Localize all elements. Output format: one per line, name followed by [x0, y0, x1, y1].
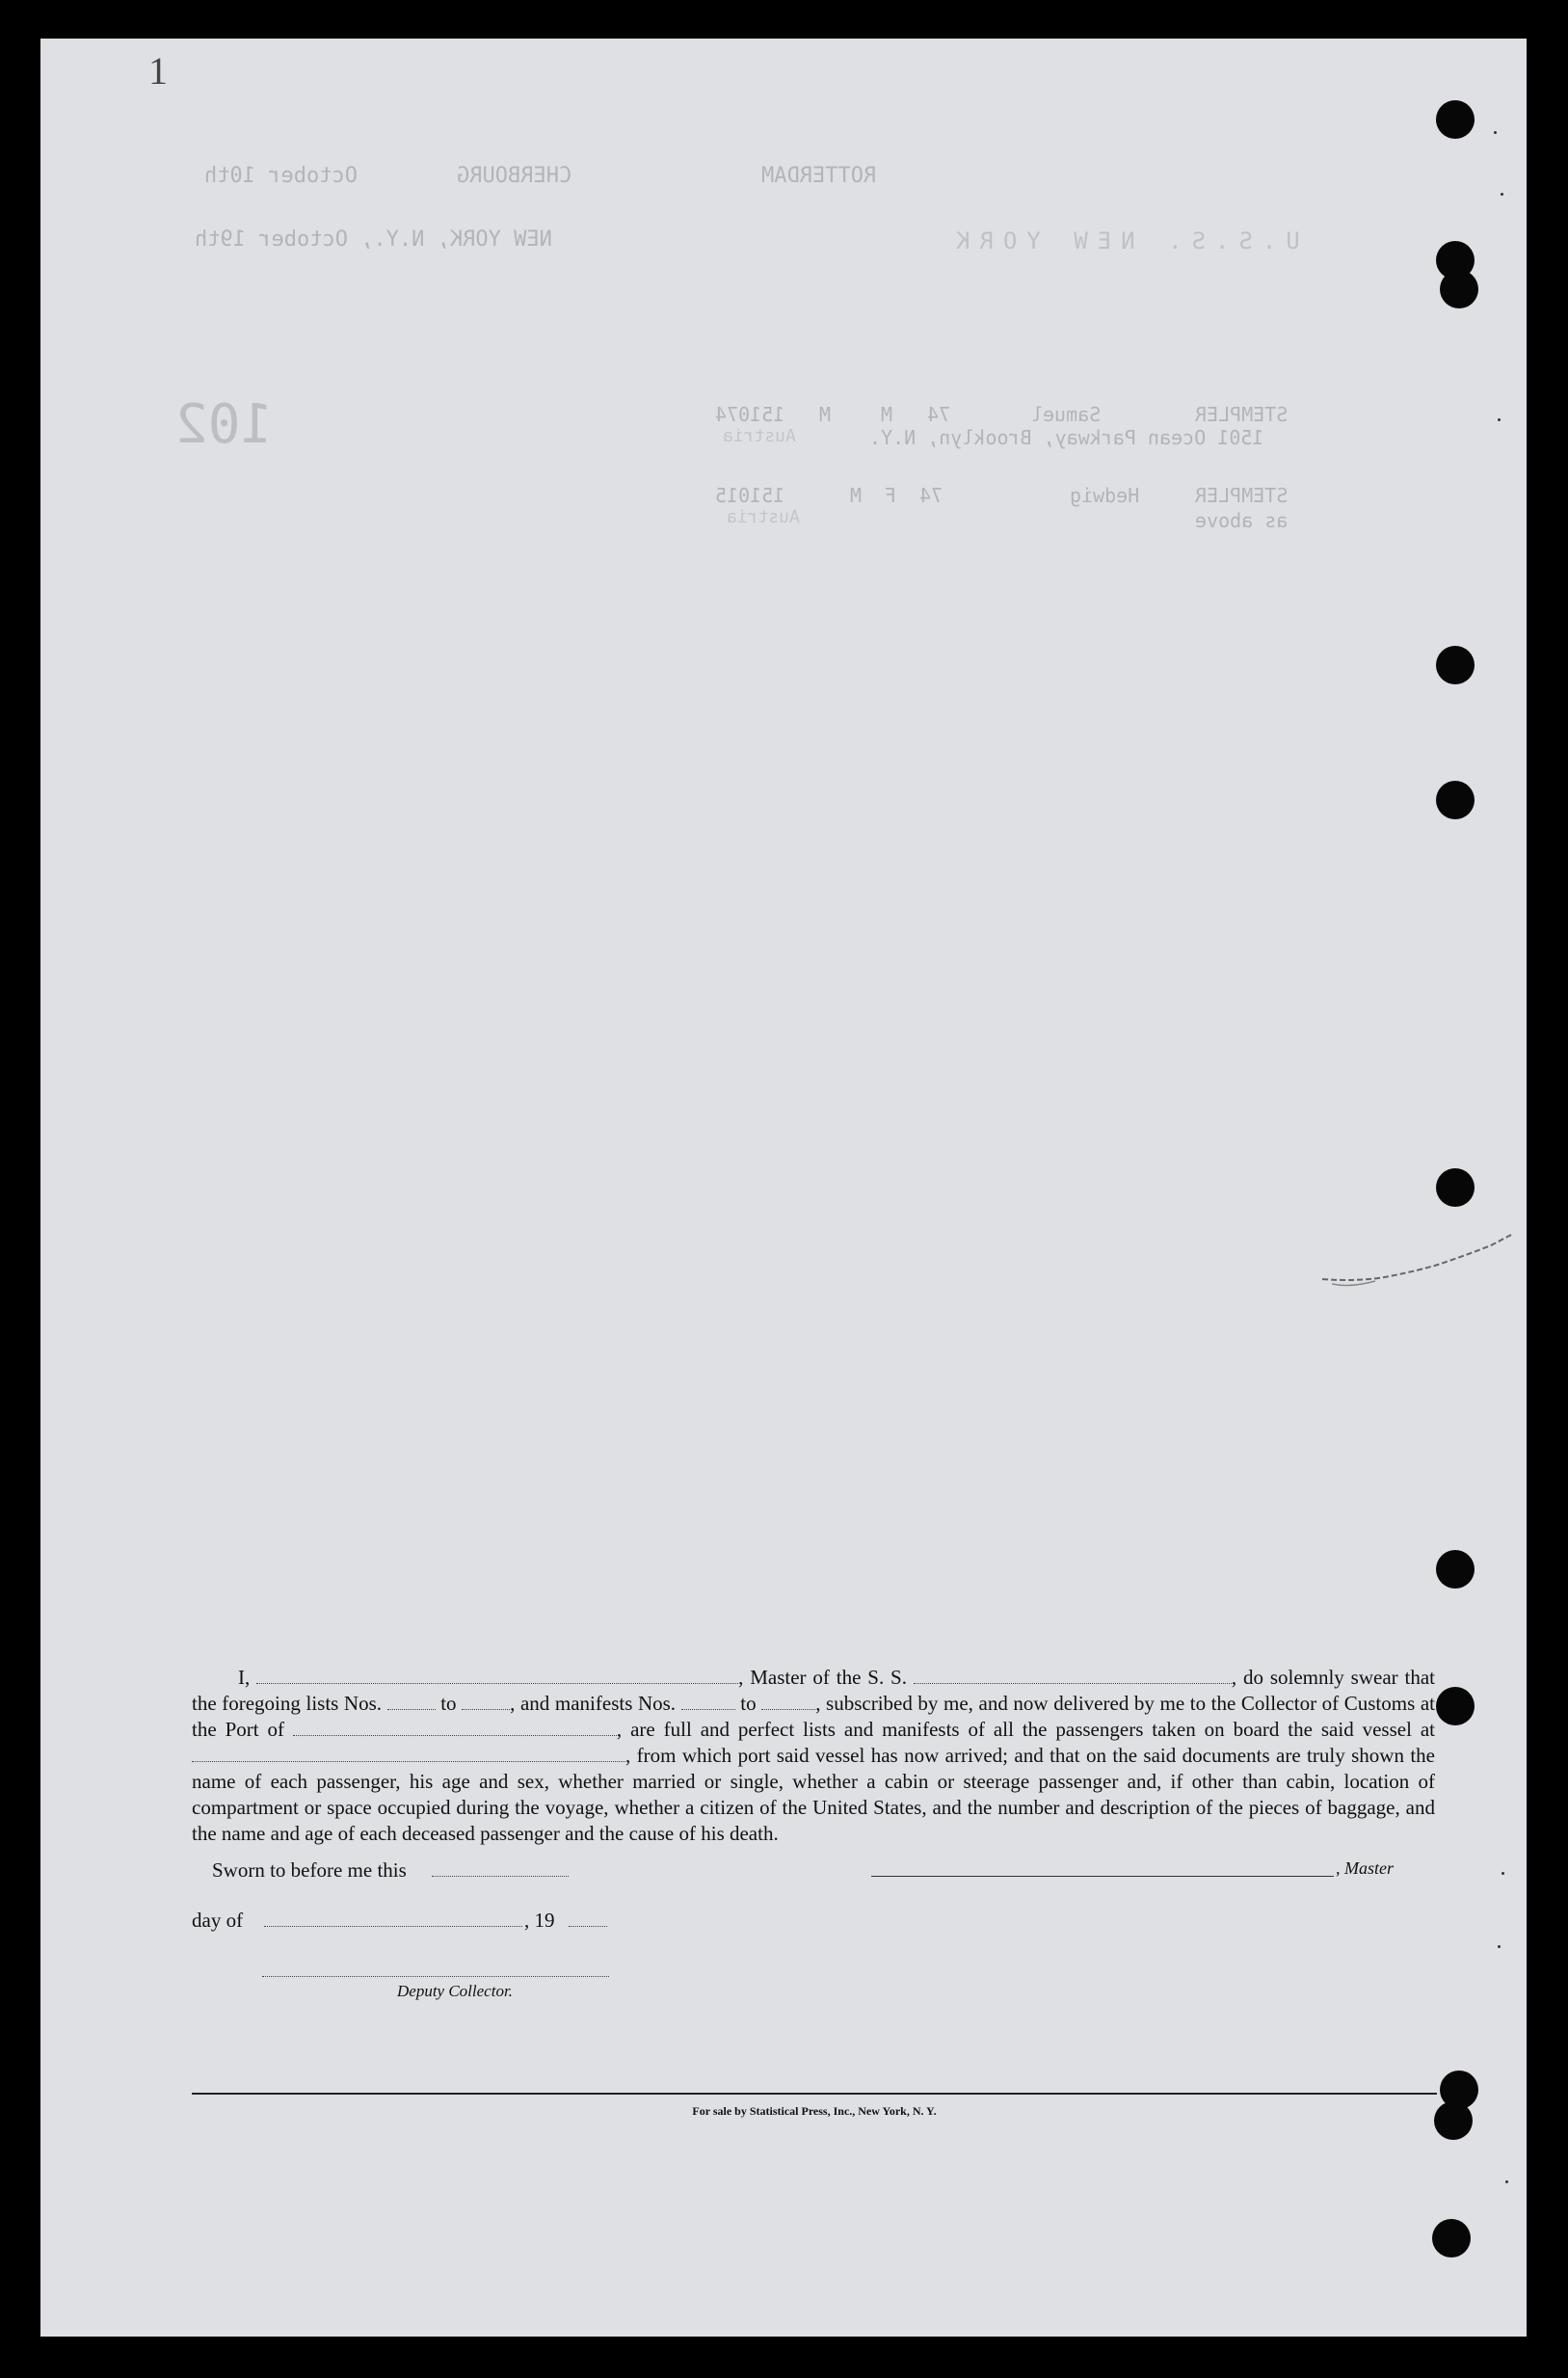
bleed-entry1-sex: M — [881, 403, 893, 426]
oath-text: , subscribed by me, and now delivered by me to the Collector of Customs at the Port of — [192, 1692, 1436, 1741]
bleed-entry1-given: Samuel — [1031, 403, 1102, 426]
manifest-to-blank — [761, 1694, 815, 1710]
oath-intro: I, — [238, 1666, 251, 1689]
speck — [1498, 1945, 1501, 1948]
year-prefix: , 19 — [524, 1909, 555, 1932]
oath-text: , and manifests Nos. — [510, 1692, 677, 1715]
day-of-label: day of — [192, 1909, 244, 1932]
punch-hole — [1436, 1168, 1475, 1207]
punch-hole — [1440, 270, 1478, 308]
master-label: , Master — [1336, 1858, 1394, 1878]
speck — [1501, 193, 1503, 196]
bleed-entry1-age: 74 — [927, 403, 951, 426]
sworn-label: Sworn to before me this — [212, 1858, 407, 1882]
punch-hole — [1432, 2219, 1471, 2258]
deputy-signature-line — [262, 1976, 609, 1977]
speck — [1498, 418, 1501, 421]
oath-text: , Master of the S. S. — [738, 1666, 907, 1689]
speck — [1494, 131, 1497, 134]
oath-text: to — [440, 1692, 457, 1715]
sworn-day-blank — [432, 1876, 569, 1877]
deputy-collector-label: Deputy Collector. — [397, 1982, 513, 2000]
ship-name-blank — [914, 1668, 1232, 1684]
bleed-header-sail-date: October 10th — [204, 164, 358, 188]
manifest-from-blank — [681, 1694, 735, 1710]
bleed-entry2-number: 151015 — [715, 484, 785, 507]
bleed-entry2-status: M — [850, 484, 863, 507]
footer-rule — [192, 2093, 1437, 2095]
bleed-entry1-name: STEMPLER — [1195, 403, 1289, 426]
year-blank — [569, 1926, 607, 1927]
oath-paragraph — [192, 1665, 1435, 1847]
bleed-header-date: ROTTERDAM — [761, 164, 877, 188]
bleed-header-ship: U.S.S. NEW YORK — [946, 227, 1300, 254]
day-of-blank — [264, 1926, 522, 1927]
bleed-entry2-sex: F — [885, 484, 897, 507]
port-blank — [293, 1720, 617, 1736]
punch-hole — [1436, 100, 1475, 139]
bleed-entry2-age: 74 — [919, 484, 943, 507]
list-to-blank — [462, 1694, 510, 1710]
punch-hole — [1436, 781, 1475, 819]
bleed-entry1-status: M — [819, 403, 832, 426]
document-page — [40, 39, 1527, 2337]
bleed-entry2-address: as above — [1195, 509, 1289, 532]
corner-mark: 1 — [148, 49, 168, 93]
punch-hole — [1436, 1687, 1475, 1725]
speck — [1505, 2180, 1508, 2183]
punch-hole — [1436, 646, 1475, 684]
oath-text: , are full and perfect lists and manifests of all the passengers taken on board the said vessel at — [616, 1718, 1436, 1741]
bleed-entry2-citizenship: Austria — [727, 507, 800, 527]
oath-text: to — [740, 1692, 757, 1715]
paper-tear-mark — [1322, 1226, 1515, 1294]
punch-hole — [1436, 1550, 1475, 1589]
oath-text: , from which port said vessel has now arrived; and that on the said documents are truly shown the name of each passenger, his age and sex, whether married or single, whether a cabin or steerage passenger and, if other than cabin, location of compartment or space occupied during the voyage, whether a citizen of the United States, and the number and description of the pieces of baggage, and the name and age of each deceased passenger and the cause of his death. — [192, 1744, 1435, 1845]
list-from-blank — [387, 1694, 436, 1710]
bleed-entry1-number: 151074 — [715, 403, 785, 426]
printer-imprint: For sale by Statistical Press, Inc., New York, N. Y. — [692, 2104, 937, 2118]
bleed-entry2-given: Hedwig — [1070, 484, 1140, 507]
oath-text: , do solemnly swear that the foregoing lists Nos. — [192, 1666, 1435, 1715]
bleed-entry1-address: 1501 Ocean Parkway, Brooklyn, N.Y. — [869, 426, 1264, 449]
speck — [1502, 1872, 1504, 1875]
bleed-header-arrival: NEW YORK, N.Y., October 19th — [195, 227, 552, 252]
master-name-blank — [256, 1668, 738, 1684]
bleed-entry1-citizenship: Austria — [723, 426, 796, 446]
bleed-page-number: 102 — [175, 393, 274, 456]
punch-hole — [1434, 2101, 1473, 2140]
embark-port-blank — [192, 1746, 625, 1762]
bleed-entry2-name: STEMPLER — [1195, 484, 1289, 507]
master-signature-line — [871, 1876, 1334, 1877]
bleed-header-port: CHERBOURG — [457, 164, 572, 188]
